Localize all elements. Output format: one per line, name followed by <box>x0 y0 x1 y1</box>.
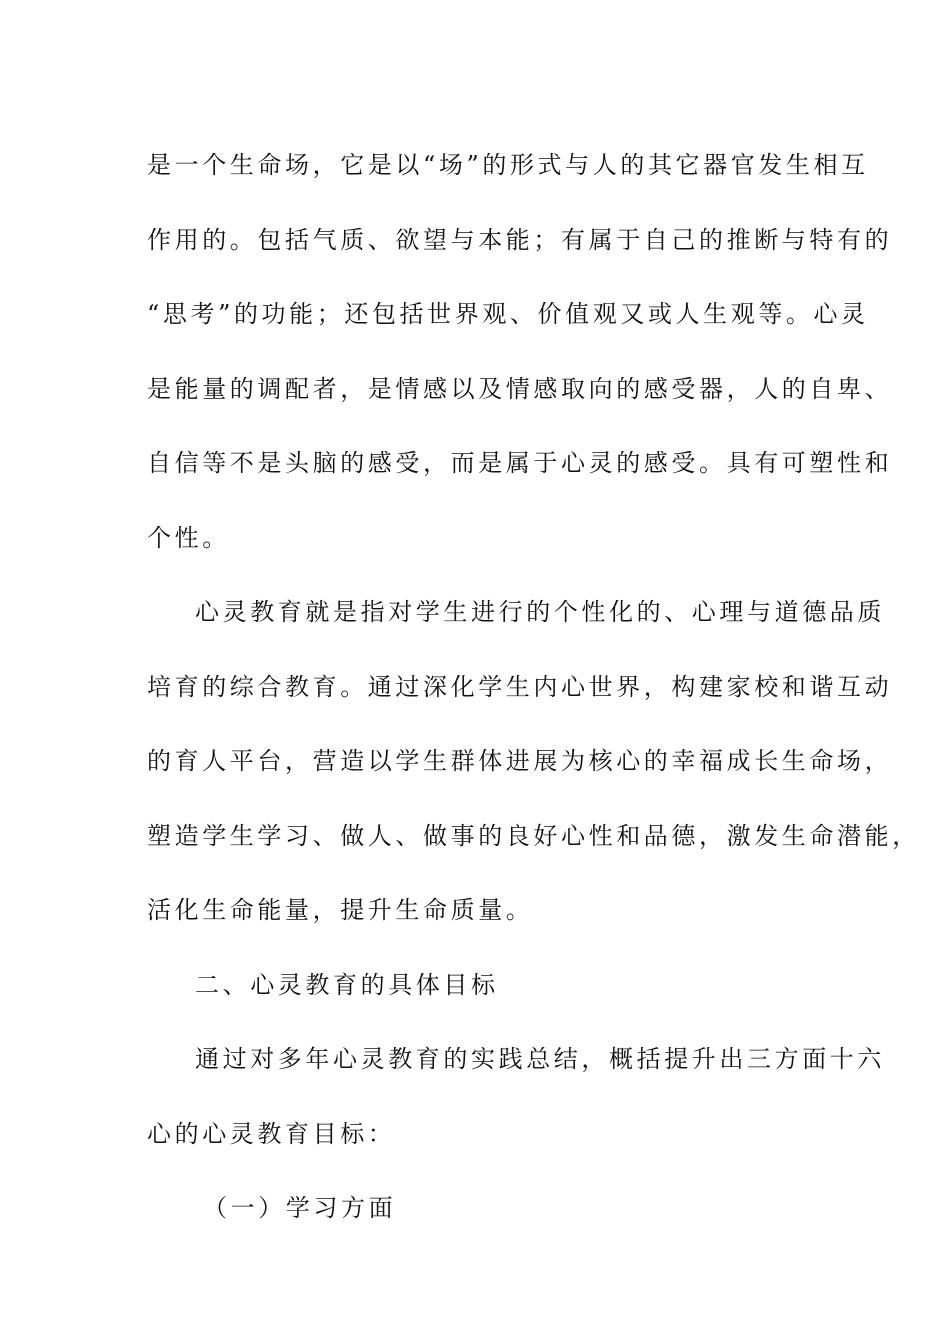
paragraph-1-line-3: “思考”的功能；还包括世界观、价值观又或人生观等。心灵 <box>147 300 869 328</box>
paragraph-3-line-2: 心的心灵教育目标： <box>147 1119 396 1148</box>
section-heading: 二、心灵教育的具体目标 <box>195 970 499 999</box>
paragraph-1-line-6: 个性。 <box>147 523 230 552</box>
paragraph-1-line-2: 作用的。包括气质、欲望与本能；有属于自己的推断与特有的 <box>147 225 893 254</box>
paragraph-1-line-4: 是能量的调配者，是情感以及情感取向的感受器，人的自卑、 <box>147 374 893 403</box>
paragraph-1-line-5: 自信等不是头脑的感受，而是属于心灵的感受。具有可塑性和 <box>147 449 893 477</box>
paragraph-1-line-1: 是一个生命场，它是以“场”的形式与人的其它器官发生相互 <box>147 151 869 179</box>
paragraph-2-line-3: 的育人平台，营造以学生群体进展为核心的幸福成长生命场， <box>147 747 893 775</box>
paragraph-3-line-1: 通过对多年心灵教育的实践总结，概括提升出三方面十六 <box>195 1045 885 1073</box>
paragraph-2-line-4: 塑造学生学习、做人、做事的良好心性和品德，激发生命潜能， <box>147 821 920 850</box>
subsection-heading: （一）学习方面 <box>203 1194 397 1222</box>
paragraph-2-line-1: 心灵教育就是指对学生进行的个性化的、心理与道德品质 <box>195 598 885 626</box>
paragraph-2-line-2: 培育的综合教育。通过深化学生内心世界，构建家校和谐互动 <box>147 672 893 701</box>
document-body <box>147 128 920 1246</box>
paragraph-2-line-5: 活化生命能量，提升生命质量。 <box>147 896 534 924</box>
